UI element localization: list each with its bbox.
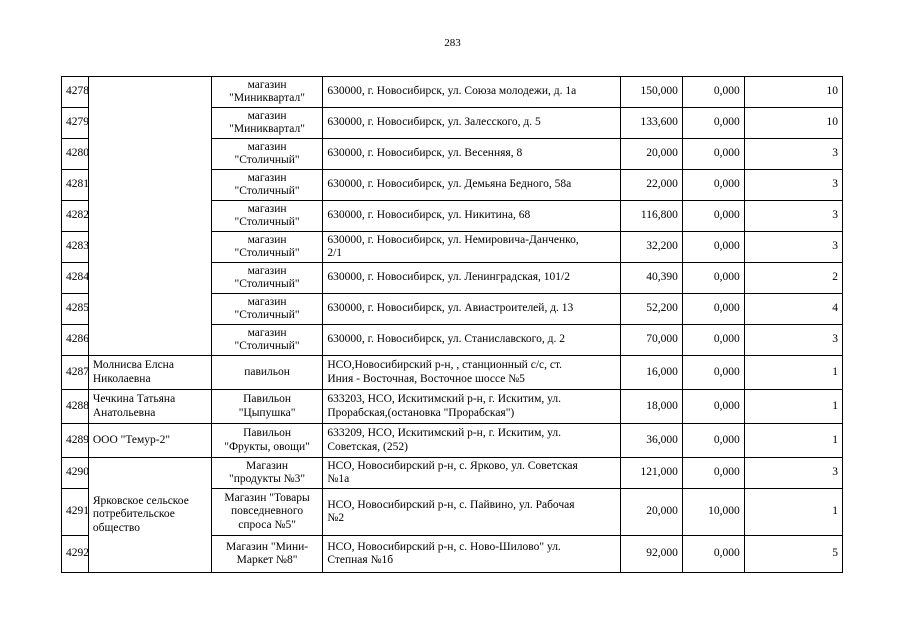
address (323, 390, 621, 424)
object-type-text: Магазин "Мини- Маркет №8" (226, 540, 309, 566)
row-number: 4285 (62, 294, 89, 325)
address-text: 630000, г. Новосибирск, ул. Ленинградская, 101/2 (327, 271, 570, 284)
object-type-text: магазин "Столичный" (234, 233, 300, 259)
object-type (211, 77, 323, 108)
row-number: 4287 (62, 356, 89, 390)
object-type-text: магазин "Столичный" (234, 264, 300, 290)
value-second: 0,000 (682, 108, 744, 139)
row-number: 4286 (62, 325, 89, 356)
value-second: 0,000 (682, 232, 744, 263)
value-area: 32,200 (620, 232, 682, 263)
object-type-text: магазин "Столичный" (234, 140, 300, 166)
value-count: 3 (744, 325, 842, 356)
value-area: 22,000 (620, 170, 682, 201)
value-second: 10,000 (682, 489, 744, 536)
value-second: 0,000 (682, 77, 744, 108)
value-second: 0,000 (682, 263, 744, 294)
object-type (211, 458, 323, 489)
row-number: 4279 (62, 108, 89, 139)
object-type (211, 489, 323, 536)
owner-cell (88, 424, 211, 458)
value-count: 3 (744, 232, 842, 263)
address (323, 170, 621, 201)
row-number: 4284 (62, 263, 89, 294)
value-area: 92,000 (620, 536, 682, 573)
table-row (62, 390, 843, 424)
object-type-text: Павильон "Цыпушка" (238, 393, 296, 419)
row-number: 4288 (62, 390, 89, 424)
value-second: 0,000 (682, 294, 744, 325)
address-text: 630000, г. Новосибирск, ул. Демьяна Бедного, 58а (327, 178, 572, 191)
value-area: 121,000 (620, 458, 682, 489)
object-type (211, 201, 323, 232)
address-text: 633203, НСО, Искитимский р-н, г. Искитим, ул. Прорабская,(остановка "Прорабская") (327, 393, 561, 419)
owner-cell (88, 356, 211, 390)
object-type-text: магазин "Столичный" (234, 326, 300, 352)
owner-cell (88, 390, 211, 424)
object-type (211, 263, 323, 294)
object-type (211, 356, 323, 390)
value-area: 116,800 (620, 201, 682, 232)
value-second: 0,000 (682, 390, 744, 424)
object-type-text: магазин "Миниквартал" (229, 109, 305, 135)
row-number: 4289 (62, 424, 89, 458)
value-count: 3 (744, 201, 842, 232)
object-type-text: Магазин "Товары повседневного спроса №5" (224, 491, 310, 531)
address (323, 294, 621, 325)
address-text: 630000, г. Новосибирск, ул. Немировича-Данченко, 2/1 (327, 233, 579, 259)
address-text: 630000, г. Новосибирск, ул. Станиславского, д. 2 (327, 333, 565, 346)
address (323, 424, 621, 458)
value-area: 18,000 (620, 390, 682, 424)
address-text: 630000, г. Новосибирск, ул. Союза молодежи, д. 1а (327, 85, 577, 98)
address-text: 630000, г. Новосибирск, ул. Залесского, д. 5 (327, 116, 541, 129)
row-number: 4281 (62, 170, 89, 201)
value-count: 10 (744, 108, 842, 139)
address-text: НСО, Новосибирский р-н, с. Пайвино, ул. Рабочая №2 (327, 498, 575, 524)
object-type-text: магазин "Столичный" (234, 171, 300, 197)
value-count: 1 (744, 424, 842, 458)
address-text: НСО,Новосибирский р-н, , станционный с/с, ст. Иния - Восточная, Восточное шоссе №5 (327, 359, 563, 385)
owner-cell-text: Молнисва Елсна Николаевна (92, 359, 174, 385)
address-text: 630000, г. Новосибирск, ул. Авиастроителей, д. 13 (327, 302, 574, 315)
value-area: 70,000 (620, 325, 682, 356)
value-second: 0,000 (682, 458, 744, 489)
registry-table (61, 76, 843, 573)
value-count: 3 (744, 170, 842, 201)
value-second: 0,000 (682, 201, 744, 232)
table-row (62, 356, 843, 390)
object-type-text: магазин "Миниквартал" (229, 78, 305, 104)
address-text: НСО, Новосибирский р-н, с. Ново-Шилово" ул. Степная №1б (327, 540, 561, 566)
row-number: 4291 (62, 489, 89, 536)
object-type-text: Павильон "Фрукты, овощи" (224, 427, 310, 453)
value-count: 1 (744, 356, 842, 390)
address (323, 201, 621, 232)
object-type (211, 390, 323, 424)
value-count: 1 (744, 489, 842, 536)
value-area: 40,390 (620, 263, 682, 294)
owner-cell-group-text: Ярковское сельское потребительское общество (92, 494, 189, 534)
object-type-text: павильон (244, 365, 290, 378)
row-number: 4292 (62, 536, 89, 573)
address (323, 325, 621, 356)
table-row (62, 458, 843, 489)
object-type-text: Магазин "продукты №3" (229, 459, 306, 485)
row-number: 4282 (62, 201, 89, 232)
value-area: 36,000 (620, 424, 682, 458)
value-count: 5 (744, 536, 842, 573)
object-type (211, 424, 323, 458)
address (323, 139, 621, 170)
value-count: 3 (744, 139, 842, 170)
object-type-text: магазин "Столичный" (234, 202, 300, 228)
address (323, 232, 621, 263)
address (323, 108, 621, 139)
row-number: 4278 (62, 77, 89, 108)
object-type (211, 139, 323, 170)
address-text: 630000, г. Новосибирск, ул. Никитина, 68 (327, 209, 531, 222)
address (323, 356, 621, 390)
value-area: 20,000 (620, 139, 682, 170)
value-area: 20,000 (620, 489, 682, 536)
value-count: 2 (744, 263, 842, 294)
value-count: 3 (744, 458, 842, 489)
value-area: 150,000 (620, 77, 682, 108)
value-second: 0,000 (682, 424, 744, 458)
value-area: 16,000 (620, 356, 682, 390)
address (323, 458, 621, 489)
table-row (62, 77, 843, 108)
object-type (211, 536, 323, 573)
value-second: 0,000 (682, 139, 744, 170)
value-second: 0,000 (682, 356, 744, 390)
value-second: 0,000 (682, 170, 744, 201)
address (323, 77, 621, 108)
table-row (62, 424, 843, 458)
row-number: 4280 (62, 139, 89, 170)
address-text: 630000, г. Новосибирск, ул. Весенняя, 8 (327, 147, 523, 160)
value-area: 52,200 (620, 294, 682, 325)
owner-cell-group (88, 458, 211, 573)
address (323, 263, 621, 294)
page-number: 283 (444, 37, 461, 49)
object-type (211, 325, 323, 356)
value-count: 1 (744, 390, 842, 424)
value-area: 133,600 (620, 108, 682, 139)
object-type (211, 232, 323, 263)
object-type (211, 108, 323, 139)
value-second: 0,000 (682, 325, 744, 356)
value-second: 0,000 (682, 536, 744, 573)
address (323, 489, 621, 536)
owner-cell-empty (88, 77, 211, 356)
object-type (211, 294, 323, 325)
object-type (211, 170, 323, 201)
row-number: 4290 (62, 458, 89, 489)
address-text: НСО, Новосибирский р-н, с. Ярково, ул. Советская №1а (327, 459, 578, 485)
value-count: 10 (744, 77, 842, 108)
address (323, 536, 621, 573)
row-number: 4283 (62, 232, 89, 263)
object-type-text: магазин "Столичный" (234, 295, 300, 321)
value-count: 4 (744, 294, 842, 325)
owner-cell-text: ООО "Темур-2" (92, 433, 171, 446)
address-text: 633209, НСО, Искитимский р-н, г. Искитим, ул. Советская, (252) (327, 427, 561, 453)
owner-cell-text: Чечкина Татьяна Анатольевна (92, 393, 176, 419)
